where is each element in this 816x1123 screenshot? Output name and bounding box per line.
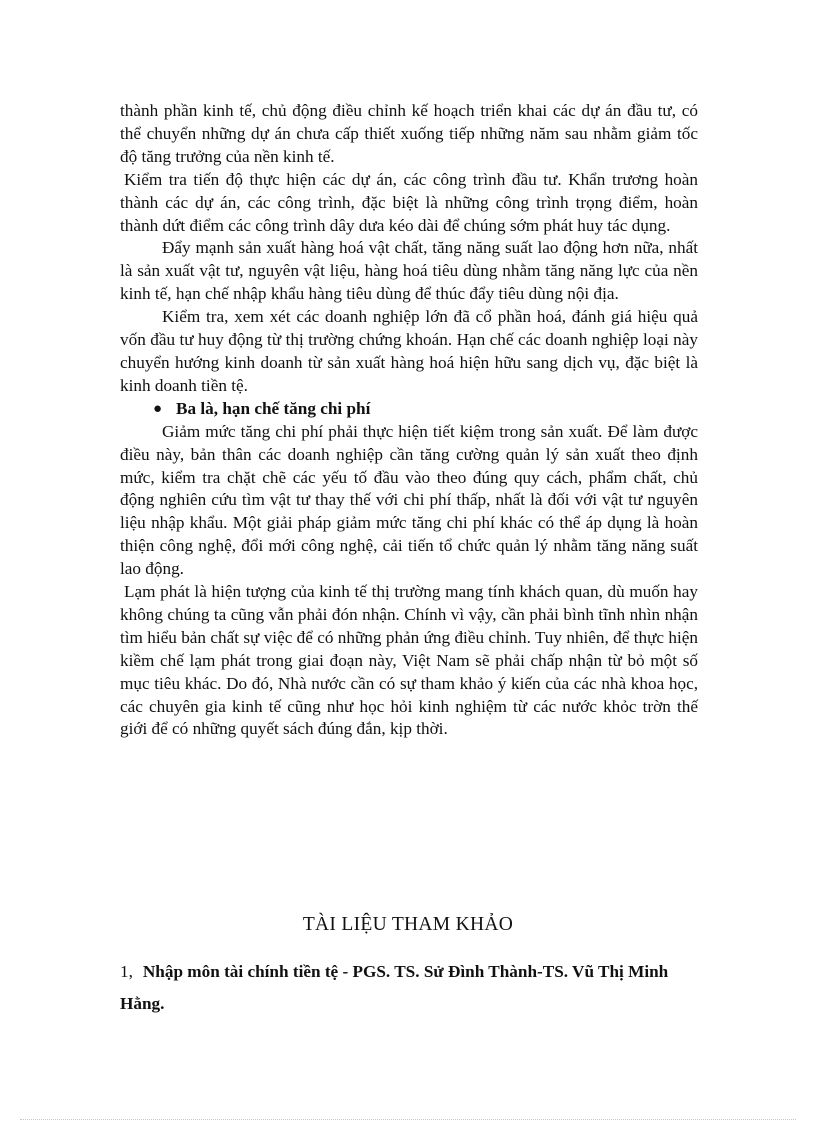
paragraph-6: Lạm phát là hiện tượng của kinh tế thị trường mang tính khách quan, dù muốn hay không chúng ta cũng vẫn phải đón nhận. Chính vì vậy, cần phải bình tĩnh nhìn nhận tìm hiểu bản chất sự việc để có những phản ứng điều chỉnh. Tuy nhiên, để thực hiện kiềm chế lạm phát trong giai đoạn này, Việt Nam sẽ phải chấp nhận từ bỏ một số mục tiêu khác. Do đó, Nhà nước cần có sự tham khảo ý kiến của các nhà khoa học, các chuyên gia kinh tế cũng như học hỏi kinh nghiệm từ các nước khỏc trờn thế giới để có những quyết sách đúng đắn, kịp thời. [120, 582, 698, 739]
paragraph-5: Giảm mức tăng chi phí phải thực hiện tiết kiệm trong sản xuất. Để làm được điều này, bản thân các doanh nghiệp cần tăng cường quản lý sản xuất theo định mức, kiểm tra chặt chẽ các yếu tố đầu vào theo đúng quy cách, phẩm chất, chủ động nghiên cứu tìm vật tư thay thế với chi phí thấp, nhất là đối với vật tư nguyên liệu nhập khẩu. Một giải pháp giảm mức tăng chi phí khác có thể áp dụng là hoàn thiện công nghệ, đổi mới công nghệ, cải tiến tổ chức quản lý nhằm tăng năng suất lao động. [120, 421, 698, 579]
reference-item [120, 956, 700, 1020]
paragraph-1: thành phần kinh tế, chủ động điều chỉnh kế hoạch triển khai các dự án đầu tư, có thể chuyển những dự án chưa cấp thiết xuống tiếp những năm sau nhằm giảm tốc độ tăng trưởng của nền kinh tế. [120, 101, 698, 166]
reference-number: 1, [120, 962, 133, 981]
paragraph-3: Đẩy mạnh sản xuất hàng hoá vật chất, tăng năng suất lao động hơn nữa, nhất là sản xuất vật tư, nguyên vật liệu, hàng hoá tiêu dùng nhằm tăng năng lực của nền kinh tế, hạn chế nhập khẩu hàng tiêu dùng để thúc đẩy tiêu dùng nội địa. [120, 238, 698, 304]
bullet-icon: ● [153, 400, 163, 417]
section-heading [120, 398, 698, 421]
paragraph-2: Kiểm tra tiến độ thực hiện các dự án, các công trình đầu tư. Khẩn trương hoàn thành các dự án, các công trình, đặc biệt là những công trình trọng điểm, hoàn thành dứt điểm các công trình dây dưa kéo dài để chúng sớm phát huy tác dụng. [120, 169, 698, 235]
references-title: TÀI LIỆU THAM KHẢO [302, 914, 514, 935]
body-text [120, 100, 698, 741]
paragraph-4: Kiểm tra, xem xét các doanh nghiệp lớn đã cổ phần hoá, đánh giá hiệu quả vốn đầu tư huy động từ thị trường chứng khoán. Hạn chế các doanh nghiệp loại này chuyển hướng kinh doanh từ sản xuất hàng hoá hiện hữu sang dịch vụ, đặc biệt là kinh doanh tiền tệ. [120, 307, 698, 395]
page-bottom-border [20, 1119, 796, 1120]
reference-text: Nhập môn tài chính tiền tệ - PGS. TS. Sử Đình Thành-TS. Vũ Thị Minh Hằng. [120, 962, 669, 1013]
section-heading-text: Ba là, hạn chế tăng chi phí [176, 398, 371, 418]
